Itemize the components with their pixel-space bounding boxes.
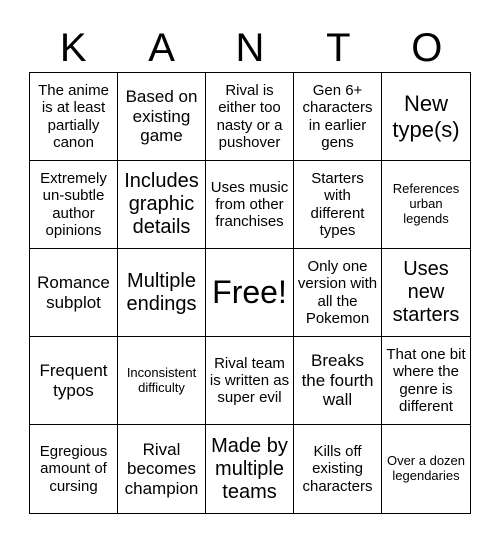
cell-text: Romance subplot [37, 272, 110, 312]
cell-text: Rival team is written as super evil [209, 354, 290, 407]
bingo-cell[interactable] [118, 73, 206, 161]
cell-text: Breaks the fourth wall [301, 351, 374, 410]
bingo-cell[interactable] [294, 161, 382, 249]
bingo-cell[interactable] [118, 161, 206, 249]
bingo-cell[interactable] [382, 73, 470, 161]
bingo-cell[interactable] [294, 337, 382, 425]
bingo-board [29, 72, 471, 514]
cell-text: The anime is at least partially canon [38, 82, 109, 151]
cell-text: Only one version with all the Pokemon [297, 258, 378, 327]
bingo-cell[interactable] [118, 425, 206, 513]
free-space[interactable] [206, 249, 294, 337]
bingo-cell[interactable] [382, 161, 470, 249]
bingo-cell[interactable] [206, 161, 294, 249]
cell-text: Gen 6+ characters in earlier gens [302, 82, 373, 151]
bingo-cell[interactable] [30, 425, 118, 513]
header-letter-a: A [148, 26, 175, 70]
bingo-cell[interactable] [30, 337, 118, 425]
cell-text: Based on existing game [125, 87, 198, 146]
cell-text: Over a dozen legendaries [386, 453, 466, 483]
bingo-cell[interactable] [294, 425, 382, 513]
header-letter-n: N [235, 26, 265, 70]
bingo-cell[interactable] [30, 73, 118, 161]
bingo-cell[interactable] [118, 249, 206, 337]
cell-text: Multiple endings [126, 269, 197, 315]
cell-text: Uses new starters [392, 258, 460, 326]
cell-text: New type(s) [392, 91, 460, 142]
header-letter-k: K [59, 26, 87, 70]
header-letter-o: O [411, 26, 443, 70]
cell-text: Egregious amount of cursing [39, 443, 108, 495]
cell-text: References urban legends [392, 181, 460, 226]
bingo-cell[interactable] [30, 161, 118, 249]
cell-text: Kills off existing characters [302, 443, 373, 495]
bingo-cell[interactable] [294, 249, 382, 337]
cell-text: Extremely un-subtle author opinions [40, 170, 107, 239]
bingo-cell[interactable] [382, 425, 470, 513]
cell-text: Frequent typos [39, 360, 108, 400]
cell-text: Rival is either too nasty or a pushover [216, 82, 283, 151]
bingo-cell[interactable] [206, 337, 294, 425]
bingo-cell[interactable] [118, 337, 206, 425]
header-letter-t: T [326, 26, 351, 70]
cell-text: Rival becomes champion [124, 439, 199, 498]
cell-text: Starters with different types [310, 170, 365, 239]
bingo-cell[interactable] [294, 73, 382, 161]
cell-text: Made by multiple teams [211, 434, 288, 503]
cell-text: Inconsistent difficulty [126, 364, 197, 395]
bingo-cell[interactable] [382, 337, 470, 425]
cell-text: Uses music from other franchises [210, 178, 289, 231]
cell-text: Includes graphic details [124, 170, 199, 238]
bingo-header [29, 24, 471, 72]
bingo-cell[interactable] [206, 73, 294, 161]
cell-text: Free! [212, 274, 287, 311]
bingo-cell[interactable] [382, 249, 470, 337]
bingo-cell[interactable] [206, 425, 294, 513]
cell-text: That one bit where the genre is different [386, 346, 466, 415]
bingo-cell[interactable] [30, 249, 118, 337]
